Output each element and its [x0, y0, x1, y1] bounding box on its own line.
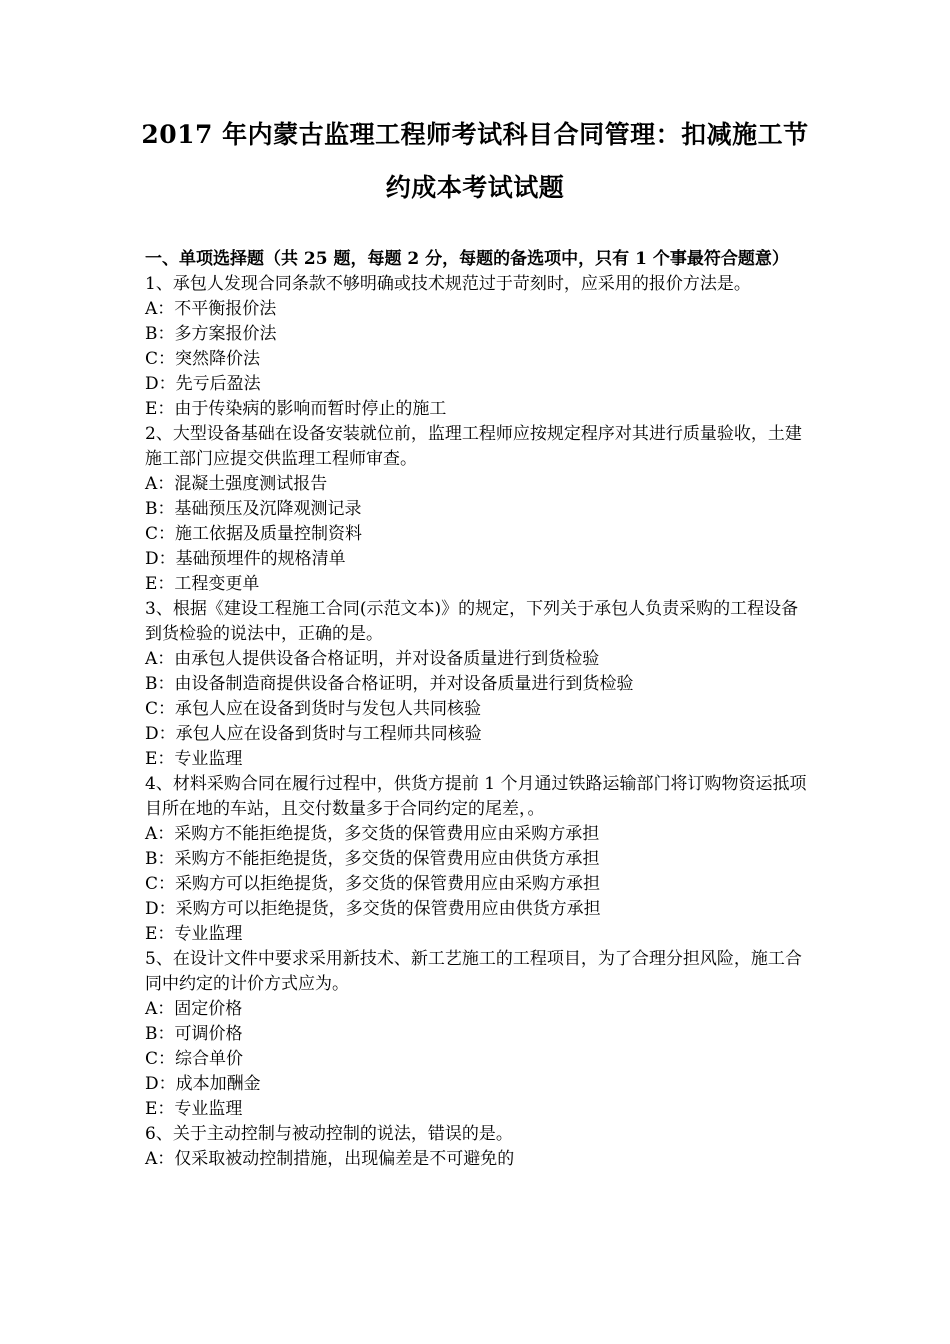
- document-body: [145, 247, 810, 1172]
- question-3: [145, 597, 810, 772]
- option-a: A：仅采取被动控制措施，出现偏差是不可避免的: [145, 1149, 515, 1169]
- document-title-line-2: 约成本考试试题: [385, 173, 565, 202]
- option-b: B：采购方不能拒绝提货，多交货的保管费用应由供货方承担: [145, 849, 600, 869]
- option-a: A：固定价格: [145, 999, 243, 1019]
- option-d: D：承包人应在设备到货时与工程师共同核验: [145, 724, 482, 744]
- question-5: [145, 947, 810, 1122]
- option-c: C：施工依据及质量控制资料: [145, 524, 363, 544]
- question-text: 6、关于主动控制与被动控制的说法，错误的是。: [145, 1124, 513, 1144]
- option-d: D：基础预埋件的规格清单: [145, 549, 346, 569]
- option-c: C：采购方可以拒绝提货，多交货的保管费用应由采购方承担: [145, 874, 601, 894]
- document-title-line-1: 2017 年内蒙古监理工程师考试科目合同管理：扣减施工节: [141, 120, 809, 149]
- question-4: [145, 772, 810, 947]
- question-text: 2、大型设备基础在设备安装就位前，监理工程师应按规定程序对其进行质量验收，土建施工部门应提交供监理工程师审查。: [145, 424, 802, 469]
- question-text: 3、根据《建设工程施工合同(示范文本)》的规定，下列关于承包人负责采购的工程设备到货检验的说法中，正确的是。: [145, 599, 799, 644]
- question-6: [145, 1122, 810, 1172]
- option-e: E：专业监理: [145, 1099, 243, 1119]
- option-e: E：由于传染病的影响而暂时停止的施工: [145, 399, 447, 419]
- option-d: D：先亏后盈法: [145, 374, 261, 394]
- option-e: E：专业监理: [145, 749, 243, 769]
- option-d: D：采购方可以拒绝提货，多交货的保管费用应由供货方承担: [145, 899, 601, 919]
- option-a: A：由承包人提供设备合格证明，并对设备质量进行到货检验: [145, 649, 600, 669]
- option-d: D：成本加酬金: [145, 1074, 261, 1094]
- option-a: A：不平衡报价法: [145, 299, 277, 319]
- option-e: E：专业监理: [145, 924, 243, 944]
- question-2: [145, 422, 810, 597]
- option-b: B：多方案报价法: [145, 324, 277, 344]
- option-c: C：综合单价: [145, 1049, 244, 1069]
- option-b: B：可调价格: [145, 1024, 243, 1044]
- option-c: C：承包人应在设备到货时与发包人共同核验: [145, 699, 482, 719]
- question-1: [145, 272, 810, 422]
- question-text: 5、在设计文件中要求采用新技术、新工艺施工的工程项目，为了合理分担风险，施工合同中约定的计价方式应为。: [145, 949, 802, 994]
- option-c: C：突然降价法: [145, 349, 261, 369]
- option-e: E：工程变更单: [145, 574, 260, 594]
- option-b: B：基础预压及沉降观测记录: [145, 499, 362, 519]
- question-text: 4、材料采购合同在履行过程中，供货方提前 1 个月通过铁路运输部门将订购物资运抵项目所在地的车站，且交付数量多于合同约定的尾差，。: [145, 774, 807, 819]
- question-text: 1、承包人发现合同条款不够明确或技术规范过于苛刻时，应采用的报价方法是。: [145, 274, 751, 294]
- option-b: B：由设备制造商提供设备合格证明，并对设备质量进行到货检验: [145, 674, 634, 694]
- option-a: A：采购方不能拒绝提货，多交货的保管费用应由采购方承担: [145, 824, 600, 844]
- section-heading: 一、单项选择题（共 25 题，每题 2 分，每题的备选项中，只有 1 个事最符合题意）: [145, 249, 789, 269]
- option-a: A：混凝土强度测试报告: [145, 474, 328, 494]
